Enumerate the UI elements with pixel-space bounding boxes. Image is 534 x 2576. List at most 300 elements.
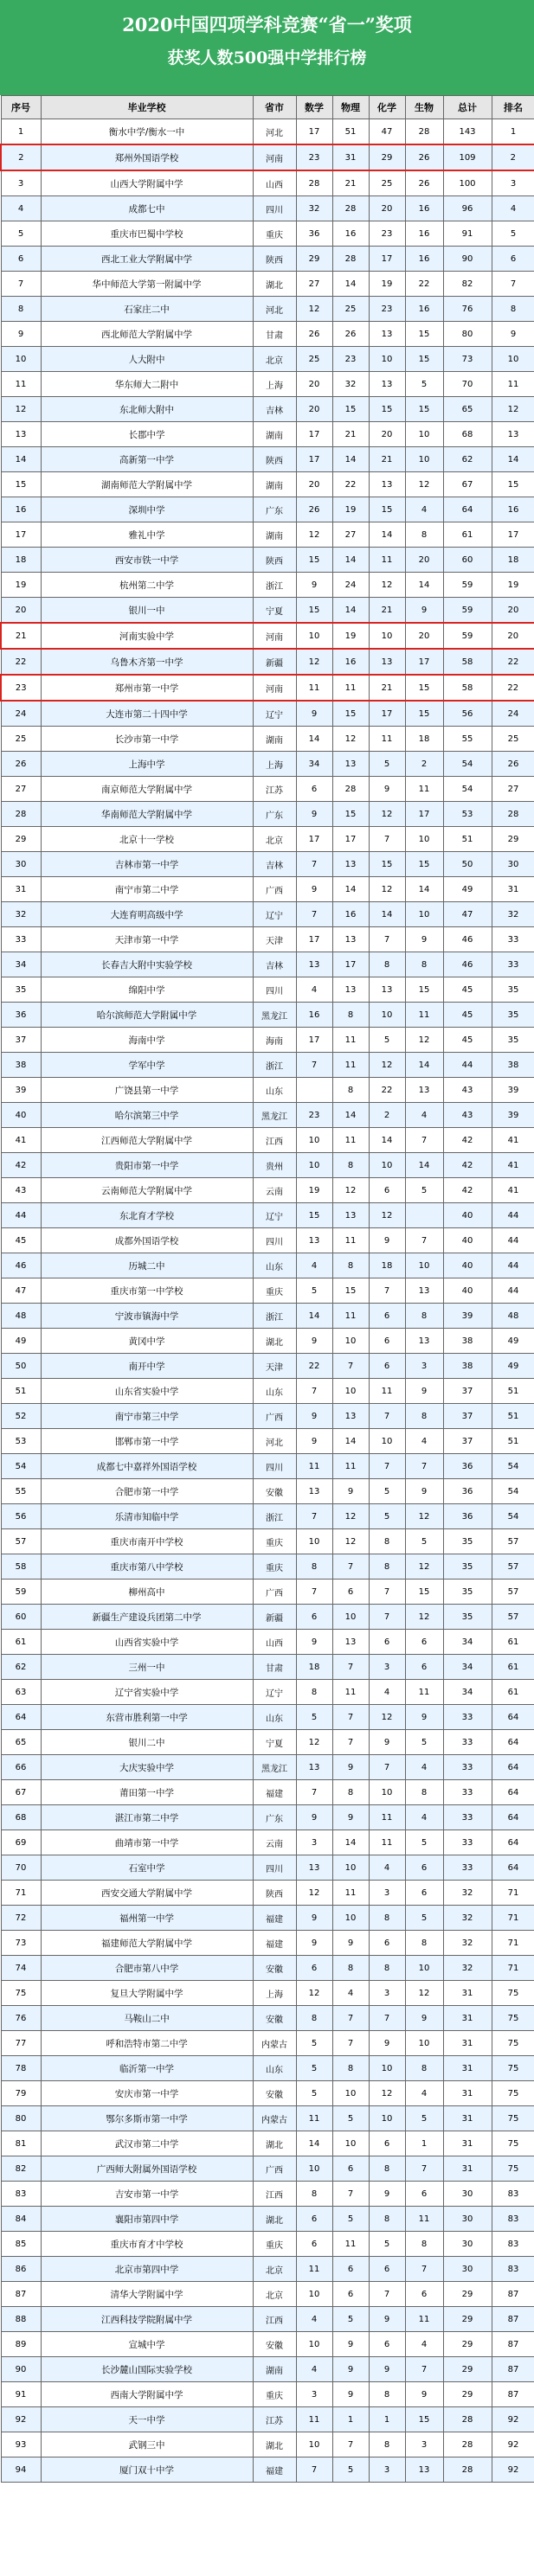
cell-province: 海南 — [253, 1028, 296, 1053]
cell-math: 10 — [296, 1128, 332, 1153]
cell-total: 45 — [443, 1028, 492, 1053]
cell-index: 3 — [1, 170, 41, 196]
cell-chemistry: 7 — [369, 827, 405, 852]
cell-total: 28 — [443, 2457, 492, 2483]
cell-school: 南京师范大学附属中学 — [41, 777, 253, 802]
cell-physics: 9 — [332, 1805, 369, 1830]
cell-math: 7 — [296, 1053, 332, 1078]
cell-chemistry: 4 — [369, 1855, 405, 1881]
cell-school: 江西科技学院附属中学 — [41, 2307, 253, 2332]
cell-physics: 7 — [332, 1705, 369, 1730]
table-row — [1, 347, 534, 372]
cell-province: 安徽 — [253, 1479, 296, 1504]
cell-province: 天津 — [253, 1354, 296, 1379]
cell-chemistry: 8 — [369, 1554, 405, 1580]
cell-school: 马鞍山二中 — [41, 2006, 253, 2031]
table-row — [1, 1304, 534, 1329]
cell-school: 重庆市巴蜀中学校 — [41, 221, 253, 247]
cell-total: 80 — [443, 322, 492, 347]
table-row — [1, 2257, 534, 2282]
cell-math: 12 — [296, 297, 332, 322]
cell-index: 70 — [1, 1855, 41, 1881]
cell-math: 9 — [296, 1931, 332, 1956]
cell-rank: 75 — [492, 2031, 534, 2056]
cell-total: 64 — [443, 497, 492, 522]
cell-index: 66 — [1, 1755, 41, 1780]
cell-chemistry: 6 — [369, 1630, 405, 1655]
cell-total: 36 — [443, 1479, 492, 1504]
cell-index: 51 — [1, 1379, 41, 1404]
cell-math: 12 — [296, 1730, 332, 1755]
cell-school: 衡水中学/衡水一中 — [41, 119, 253, 145]
cell-chemistry: 21 — [369, 447, 405, 472]
cell-physics: 15 — [332, 802, 369, 827]
cell-rank: 20 — [492, 623, 534, 649]
cell-province: 湖南 — [253, 727, 296, 752]
cell-school: 乌鲁木齐第一中学 — [41, 649, 253, 675]
cell-biology — [405, 1203, 443, 1228]
cell-biology: 8 — [405, 1404, 443, 1429]
cell-chemistry: 11 — [369, 1379, 405, 1404]
cell-province: 内蒙古 — [253, 2031, 296, 2056]
cell-physics: 6 — [332, 2156, 369, 2182]
title-line-1: 2020中国四项学科竞赛“省一”奖项 — [122, 14, 412, 35]
cell-index: 48 — [1, 1304, 41, 1329]
cell-province: 江苏 — [253, 777, 296, 802]
cell-school: 人大附中 — [41, 347, 253, 372]
cell-province: 上海 — [253, 1981, 296, 2006]
cell-rank: 14 — [492, 447, 534, 472]
cell-physics: 8 — [332, 1780, 369, 1805]
cell-chemistry: 10 — [369, 2056, 405, 2081]
cell-school: 成都七中嘉祥外国语学校 — [41, 1454, 253, 1479]
table-row — [1, 1103, 534, 1128]
cell-school: 安庆市第一中学 — [41, 2081, 253, 2106]
cell-biology: 7 — [405, 1228, 443, 1253]
cell-math: 26 — [296, 322, 332, 347]
cell-province: 福建 — [253, 1906, 296, 1931]
table-row — [1, 2457, 534, 2483]
cell-biology: 4 — [405, 1103, 443, 1128]
table-row — [1, 1429, 534, 1454]
cell-total: 31 — [443, 2006, 492, 2031]
cell-index: 19 — [1, 573, 41, 598]
table-row — [1, 2307, 534, 2332]
cell-province: 黑龙江 — [253, 1755, 296, 1780]
cell-index: 46 — [1, 1253, 41, 1278]
cell-math: 5 — [296, 2056, 332, 2081]
cell-index: 34 — [1, 952, 41, 977]
cell-rank: 75 — [492, 1981, 534, 2006]
cell-school: 绵阳中学 — [41, 977, 253, 1003]
cell-school: 吉林市第一中学 — [41, 852, 253, 877]
cell-chemistry: 20 — [369, 422, 405, 447]
cell-chemistry: 15 — [369, 497, 405, 522]
cell-school: 南宁市第三中学 — [41, 1404, 253, 1429]
cell-physics: 9 — [332, 1479, 369, 1504]
cell-physics: 11 — [332, 1128, 369, 1153]
table-row — [1, 1956, 534, 1981]
cell-physics: 17 — [332, 827, 369, 852]
table-row — [1, 2031, 534, 2056]
cell-rank: 61 — [492, 1630, 534, 1655]
cell-math: 9 — [296, 1329, 332, 1354]
cell-rank: 2 — [492, 144, 534, 170]
cell-physics: 8 — [332, 1956, 369, 1981]
cell-school: 大连育明高级中学 — [41, 902, 253, 927]
cell-chemistry: 12 — [369, 1053, 405, 1078]
cell-biology: 6 — [405, 2282, 443, 2307]
cell-index: 8 — [1, 297, 41, 322]
cell-physics: 14 — [332, 447, 369, 472]
table-row — [1, 2081, 534, 2106]
cell-total: 34 — [443, 1630, 492, 1655]
cell-province: 广东 — [253, 1805, 296, 1830]
cell-biology: 6 — [405, 1881, 443, 1906]
cell-rank: 49 — [492, 1329, 534, 1354]
table-row — [1, 1981, 534, 2006]
cell-chemistry: 15 — [369, 852, 405, 877]
cell-biology: 11 — [405, 777, 443, 802]
cell-math: 9 — [296, 701, 332, 727]
cell-rank: 57 — [492, 1580, 534, 1605]
cell-physics: 23 — [332, 347, 369, 372]
cell-rank: 83 — [492, 2257, 534, 2282]
cell-math: 16 — [296, 1003, 332, 1028]
cell-physics: 11 — [332, 675, 369, 701]
cell-rank: 83 — [492, 2232, 534, 2257]
table-body — [1, 119, 534, 2483]
cell-rank: 25 — [492, 727, 534, 752]
cell-biology: 15 — [405, 852, 443, 877]
cell-school: 华中师范大学第一附属中学 — [41, 272, 253, 297]
cell-biology: 7 — [405, 1454, 443, 1479]
cell-math: 6 — [296, 1605, 332, 1630]
cell-rank: 71 — [492, 1956, 534, 1981]
cell-physics: 11 — [332, 2232, 369, 2257]
cell-chemistry: 5 — [369, 2232, 405, 2257]
cell-province: 陕西 — [253, 548, 296, 573]
cell-total: 37 — [443, 1429, 492, 1454]
cell-physics: 9 — [332, 1931, 369, 1956]
cell-index: 82 — [1, 2156, 41, 2182]
cell-rank: 41 — [492, 1178, 534, 1203]
cell-physics: 7 — [332, 2006, 369, 2031]
cell-biology: 15 — [405, 977, 443, 1003]
cell-physics: 11 — [332, 1053, 369, 1078]
cell-chemistry: 9 — [369, 2031, 405, 2056]
cell-index: 7 — [1, 272, 41, 297]
cell-chemistry: 7 — [369, 1404, 405, 1429]
cell-school: 东营市胜利第一中学 — [41, 1705, 253, 1730]
table-row — [1, 573, 534, 598]
cell-math: 10 — [296, 2432, 332, 2457]
cell-rank: 44 — [492, 1228, 534, 1253]
table-row — [1, 777, 534, 802]
table-row — [1, 977, 534, 1003]
cell-chemistry: 10 — [369, 2106, 405, 2131]
cell-school: 长春吉大附中实验学校 — [41, 952, 253, 977]
cell-physics: 7 — [332, 1354, 369, 1379]
cell-index: 10 — [1, 347, 41, 372]
table-row — [1, 144, 534, 170]
cell-province: 福建 — [253, 1931, 296, 1956]
cell-index: 21 — [1, 623, 41, 649]
table-row — [1, 1228, 534, 1253]
cell-rank: 64 — [492, 1755, 534, 1780]
table-row — [1, 1278, 534, 1304]
cell-physics: 16 — [332, 902, 369, 927]
cell-biology: 12 — [405, 1028, 443, 1053]
cell-rank: 75 — [492, 2081, 534, 2106]
cell-index: 25 — [1, 727, 41, 752]
cell-index: 90 — [1, 2357, 41, 2382]
table-row — [1, 2131, 534, 2156]
cell-province: 宁夏 — [253, 1730, 296, 1755]
cell-school: 重庆市南开中学校 — [41, 1529, 253, 1554]
cell-province: 河北 — [253, 119, 296, 145]
cell-math: 20 — [296, 397, 332, 422]
cell-total: 29 — [443, 2282, 492, 2307]
cell-province: 福建 — [253, 1780, 296, 1805]
cell-school: 重庆市第八中学校 — [41, 1554, 253, 1580]
cell-chemistry: 1 — [369, 2407, 405, 2432]
table-header-row — [1, 96, 534, 119]
cell-province: 安徽 — [253, 2006, 296, 2031]
cell-chemistry: 5 — [369, 1028, 405, 1053]
cell-math: 11 — [296, 2257, 332, 2282]
table-row — [1, 1655, 534, 1680]
cell-province: 北京 — [253, 2257, 296, 2282]
cell-biology: 6 — [405, 2182, 443, 2207]
cell-math: 9 — [296, 1630, 332, 1655]
cell-total: 38 — [443, 1329, 492, 1354]
cell-total: 35 — [443, 1580, 492, 1605]
table-row — [1, 2156, 534, 2182]
cell-total: 33 — [443, 1755, 492, 1780]
cell-math: 15 — [296, 598, 332, 624]
cell-index: 58 — [1, 1554, 41, 1580]
cell-chemistry: 10 — [369, 1003, 405, 1028]
cell-chemistry: 5 — [369, 1504, 405, 1529]
cell-physics: 15 — [332, 1278, 369, 1304]
cell-province: 江西 — [253, 2182, 296, 2207]
cell-biology: 12 — [405, 1504, 443, 1529]
cell-math: 7 — [296, 1379, 332, 1404]
cell-total: 33 — [443, 1805, 492, 1830]
table-row — [1, 727, 534, 752]
cell-index: 29 — [1, 827, 41, 852]
table-row — [1, 852, 534, 877]
cell-rank: 7 — [492, 272, 534, 297]
cell-math: 14 — [296, 727, 332, 752]
cell-total: 33 — [443, 1780, 492, 1805]
table-row — [1, 422, 534, 447]
cell-total: 65 — [443, 397, 492, 422]
cell-index: 79 — [1, 2081, 41, 2106]
cell-biology: 6 — [405, 1655, 443, 1680]
cell-math: 8 — [296, 1554, 332, 1580]
cell-index: 1 — [1, 119, 41, 145]
cell-total: 32 — [443, 1931, 492, 1956]
cell-math: 5 — [296, 2031, 332, 2056]
table-row — [1, 1630, 534, 1655]
cell-physics: 8 — [332, 1253, 369, 1278]
cell-math: 20 — [296, 472, 332, 497]
cell-rank: 33 — [492, 927, 534, 952]
cell-index: 75 — [1, 1981, 41, 2006]
cell-total: 90 — [443, 247, 492, 272]
cell-rank: 87 — [492, 2382, 534, 2407]
cell-index: 4 — [1, 196, 41, 221]
cell-total: 43 — [443, 1078, 492, 1103]
cell-math — [296, 1078, 332, 1103]
cell-total: 67 — [443, 472, 492, 497]
cell-school: 三州一中 — [41, 1655, 253, 1680]
cell-chemistry: 7 — [369, 2006, 405, 2031]
table-row — [1, 1128, 534, 1153]
cell-math: 9 — [296, 1404, 332, 1429]
cell-total: 29 — [443, 2332, 492, 2357]
cell-province: 湖南 — [253, 522, 296, 548]
table-row — [1, 372, 534, 397]
cell-chemistry: 7 — [369, 927, 405, 952]
cell-school: 历城二中 — [41, 1253, 253, 1278]
cell-math: 6 — [296, 2232, 332, 2257]
cell-math: 7 — [296, 1780, 332, 1805]
cell-school: 宁波市镇海中学 — [41, 1304, 253, 1329]
cell-province: 四川 — [253, 977, 296, 1003]
cell-school: 西北工业大学附属中学 — [41, 247, 253, 272]
cell-physics: 6 — [332, 2257, 369, 2282]
table-row — [1, 1178, 534, 1203]
table-row — [1, 701, 534, 727]
table-row — [1, 902, 534, 927]
cell-biology: 13 — [405, 1278, 443, 1304]
cell-chemistry: 12 — [369, 573, 405, 598]
cell-chemistry: 11 — [369, 1830, 405, 1855]
table-row — [1, 322, 534, 347]
cell-total: 43 — [443, 1103, 492, 1128]
cell-total: 96 — [443, 196, 492, 221]
cell-biology: 10 — [405, 1253, 443, 1278]
cell-index: 74 — [1, 1956, 41, 1981]
cell-biology: 4 — [405, 1755, 443, 1780]
cell-province: 贵州 — [253, 1153, 296, 1178]
cell-chemistry: 6 — [369, 1329, 405, 1354]
cell-index: 50 — [1, 1354, 41, 1379]
cell-physics: 8 — [332, 1153, 369, 1178]
cell-chemistry: 12 — [369, 2081, 405, 2106]
cell-chemistry: 9 — [369, 777, 405, 802]
cell-school: 福州第一中学 — [41, 1906, 253, 1931]
cell-math: 5 — [296, 1705, 332, 1730]
cell-total: 33 — [443, 1705, 492, 1730]
cell-physics: 16 — [332, 221, 369, 247]
cell-chemistry: 8 — [369, 2382, 405, 2407]
cell-province: 云南 — [253, 1178, 296, 1203]
cell-index: 94 — [1, 2457, 41, 2483]
cell-school: 长郡中学 — [41, 422, 253, 447]
cell-total: 59 — [443, 623, 492, 649]
cell-total: 30 — [443, 2207, 492, 2232]
cell-physics: 15 — [332, 701, 369, 727]
table-row — [1, 952, 534, 977]
cell-province: 湖北 — [253, 2432, 296, 2457]
cell-province: 浙江 — [253, 573, 296, 598]
cell-province: 重庆 — [253, 2382, 296, 2407]
cell-math: 13 — [296, 1755, 332, 1780]
cell-rank: 54 — [492, 1504, 534, 1529]
table-row — [1, 272, 534, 297]
cell-province: 北京 — [253, 347, 296, 372]
cell-rank: 61 — [492, 1655, 534, 1680]
cell-total: 49 — [443, 877, 492, 902]
cell-total: 42 — [443, 1178, 492, 1203]
cell-rank: 57 — [492, 1605, 534, 1630]
table-row — [1, 2106, 534, 2131]
cell-biology: 18 — [405, 727, 443, 752]
cell-index: 89 — [1, 2332, 41, 2357]
cell-biology: 12 — [405, 472, 443, 497]
cell-rank: 83 — [492, 2182, 534, 2207]
cell-chemistry: 22 — [369, 1078, 405, 1103]
table-row — [1, 1830, 534, 1855]
cell-physics: 21 — [332, 422, 369, 447]
cell-index: 6 — [1, 247, 41, 272]
cell-chemistry: 6 — [369, 1931, 405, 1956]
cell-rank: 19 — [492, 573, 534, 598]
cell-biology: 7 — [405, 2257, 443, 2282]
cell-province: 河南 — [253, 144, 296, 170]
cell-math: 9 — [296, 1906, 332, 1931]
cell-province: 安徽 — [253, 2081, 296, 2106]
cell-physics: 25 — [332, 297, 369, 322]
cell-index: 56 — [1, 1504, 41, 1529]
cell-province: 吉林 — [253, 852, 296, 877]
cell-index: 2 — [1, 144, 41, 170]
cell-math: 10 — [296, 2156, 332, 2182]
cell-chemistry: 9 — [369, 2357, 405, 2382]
cell-chemistry: 14 — [369, 522, 405, 548]
cell-school: 哈尔滨第三中学 — [41, 1103, 253, 1128]
cell-biology: 13 — [405, 1329, 443, 1354]
cell-province: 陕西 — [253, 1881, 296, 1906]
cell-school: 北京十一学校 — [41, 827, 253, 852]
cell-total: 31 — [443, 1981, 492, 2006]
cell-biology: 5 — [405, 372, 443, 397]
cell-math: 11 — [296, 2106, 332, 2131]
cell-math: 19 — [296, 1178, 332, 1203]
cell-index: 87 — [1, 2282, 41, 2307]
cell-total: 61 — [443, 522, 492, 548]
cell-school: 银川一中 — [41, 598, 253, 624]
table-row — [1, 1805, 534, 1830]
cell-biology: 11 — [405, 2307, 443, 2332]
cell-physics: 14 — [332, 877, 369, 902]
cell-province: 陕西 — [253, 447, 296, 472]
table-row — [1, 1329, 534, 1354]
cell-chemistry: 7 — [369, 1605, 405, 1630]
cell-total: 59 — [443, 598, 492, 624]
cell-rank: 9 — [492, 322, 534, 347]
cell-biology: 5 — [405, 1830, 443, 1855]
cell-rank: 41 — [492, 1128, 534, 1153]
cell-school: 重庆市第一中学校 — [41, 1278, 253, 1304]
cell-rank: 64 — [492, 1705, 534, 1730]
cell-rank: 75 — [492, 2006, 534, 2031]
cell-chemistry: 8 — [369, 1956, 405, 1981]
